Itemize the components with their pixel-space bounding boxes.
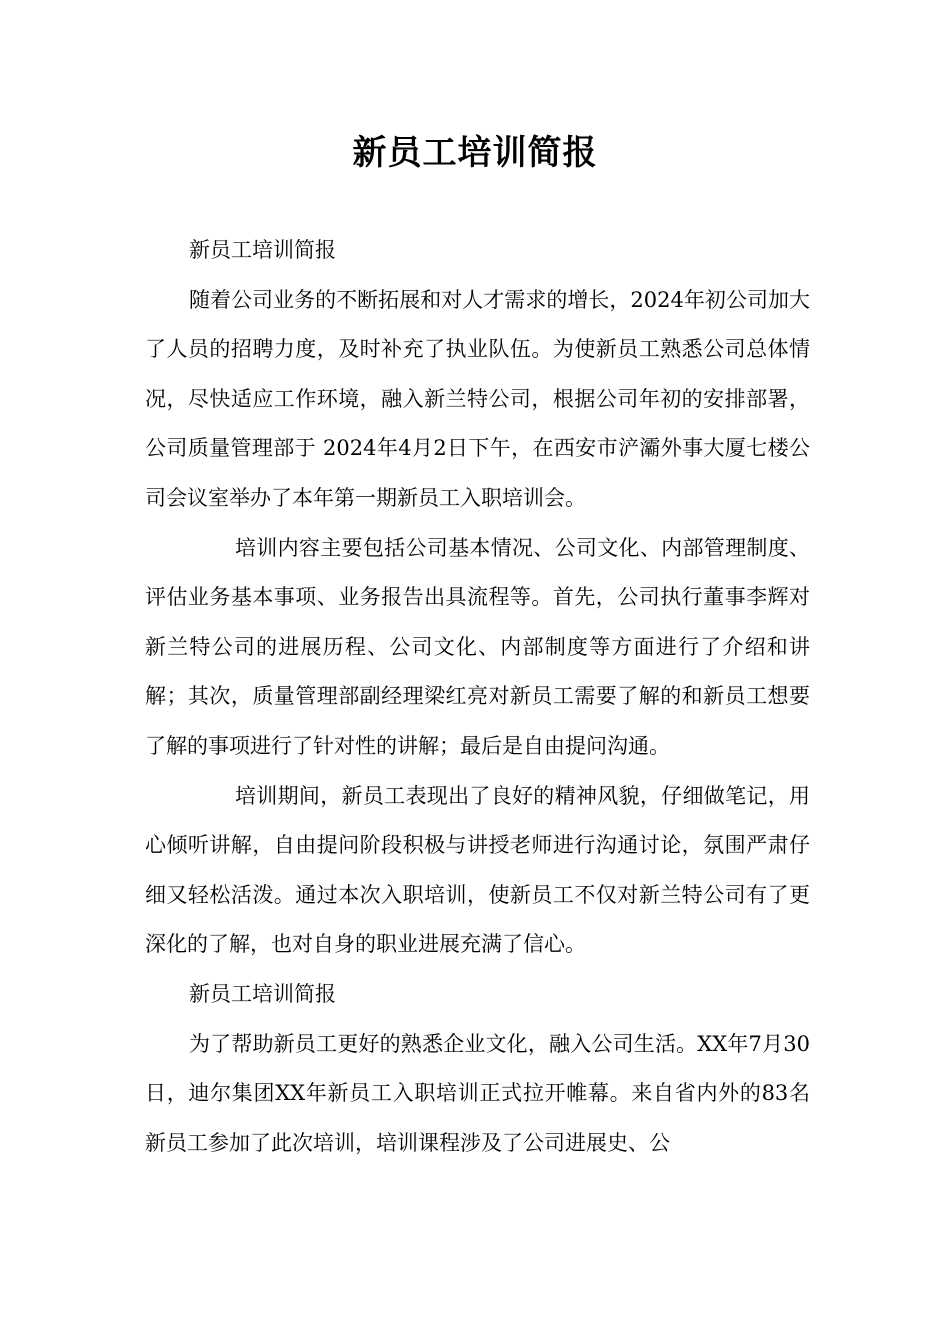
body-paragraph: 培训内容主要包括公司基本情况、公司文化、内部管理制度、评估业务基本事项、业务报告出具流程等。首先，公司执行董事李辉对新兰特公司的进展历程、公司文化、内部制度等方面进行了介绍和讲解；其次，质量管理部副经理梁红亮对新员工需要了解的和新员工想要了解的事项进行了针对性的讲解；最后是自由提问沟通。	[145, 535, 810, 758]
document-title: 新员工培训简报	[352, 133, 598, 173]
document-body	[145, 226, 810, 1168]
body-paragraph: 为了帮助新员工更好的熟悉企业文化，融入公司生活。XX年7月30日，迪尔集团XX年新员工入职培训正式拉开帷幕。来自省内外的83名新员工参加了此次培训，培训课程涉及了公司进展史、公	[145, 1031, 810, 1155]
section-heading: 新员工培训简报	[189, 238, 336, 262]
body-paragraph: 随着公司业务的不断拓展和对人才需求的增长，2024年初公司加大了人员的招聘力度，及时补充了执业队伍。为使新员工熟悉公司总体情况，尽快适应工作环境，融入新兰特公司，根据公司年初的安排部署，公司质量管理部于 2024年4月2日下午，在西安市浐灞外事大厦七楼公司会议室举办了本年第一期新员工入职培训会。	[145, 287, 810, 510]
body-paragraph: 培训期间，新员工表现出了良好的精神风貌，仔细做笔记，用心倾听讲解，自由提问阶段积极与讲授老师进行沟通讨论，氛围严肃仔细又轻松活泼。通过本次入职培训，使新员工不仅对新兰特公司有了更深化的了解，也对自身的职业进展充满了信心。	[145, 783, 810, 957]
section-heading: 新员工培训简报	[189, 981, 336, 1006]
